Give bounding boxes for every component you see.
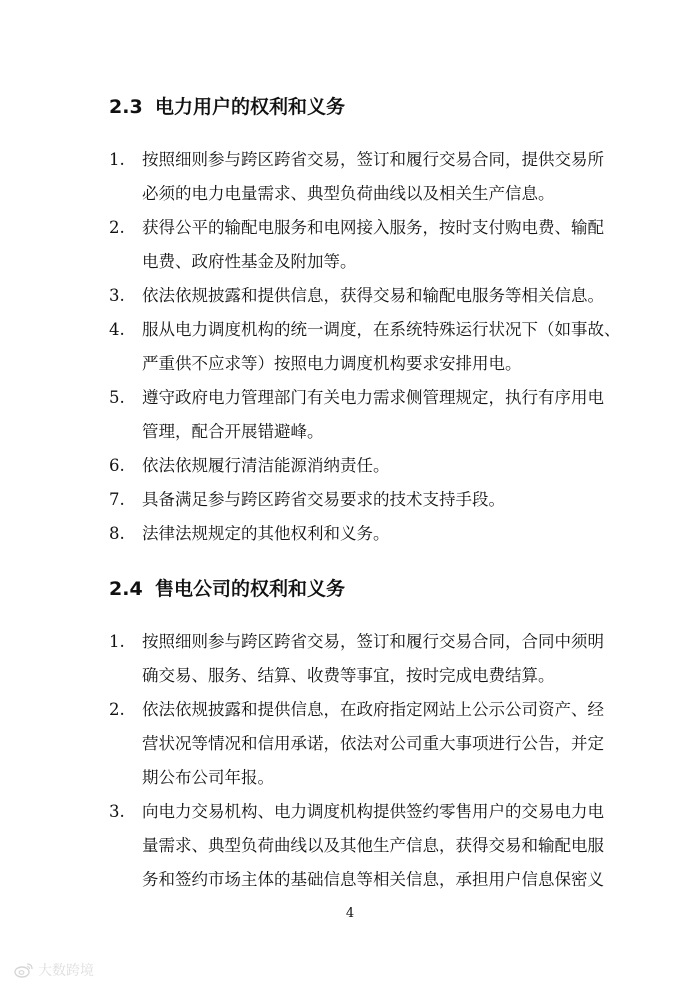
list-item	[109, 211, 604, 279]
list-item	[109, 449, 599, 483]
list-item	[109, 313, 621, 381]
item-text-line: 务和签约市场主体的基础信息等相关信息，承担用户信息保密义	[142, 870, 604, 889]
list-item	[109, 483, 599, 517]
page-number: 4	[345, 906, 355, 921]
item-text-line: 必须的电力电量需求、典型负荷曲线以及相关生产信息。	[142, 184, 555, 203]
list-marker: 7.	[109, 490, 125, 509]
section-number: 2.3	[109, 96, 143, 118]
list-item	[109, 279, 604, 313]
item-text-line: 向电力交易机构、电力调度机构提供签约零售用户的交易电力电	[142, 802, 604, 821]
list-marker: 1.	[109, 632, 125, 651]
list-item	[109, 517, 599, 551]
item-text-line: 管理，配合开展错避峰。	[142, 422, 324, 441]
list-marker: 3.	[109, 286, 125, 305]
watermark-text: 大数跨境	[38, 963, 94, 979]
watermark	[14, 960, 94, 980]
list-item	[109, 625, 604, 693]
list-marker: 6.	[109, 456, 125, 475]
list-marker: 4.	[109, 320, 125, 339]
list-marker: 8.	[109, 524, 125, 543]
item-text-line: 严重供不应求等）按照电力调度机构要求安排用电。	[142, 354, 522, 373]
item-text-line: 期公布公司年报。	[142, 768, 274, 787]
item-text-line: 量需求、典型负荷曲线以及其他生产信息，获得交易和输配电服	[142, 836, 604, 855]
list-item	[109, 143, 604, 211]
item-text-line: 确交易、服务、结算、收费等事宜，按时完成电费结算。	[142, 666, 555, 685]
list-item	[109, 795, 604, 897]
item-text-line: 按照细则参与跨区跨省交易，签订和履行交易合同，合同中须明	[142, 632, 604, 651]
list-item	[109, 693, 604, 795]
item-text-line: 法律法规规定的其他权利和义务。	[142, 524, 390, 543]
item-text-line: 具备满足参与跨区跨省交易要求的技术支持手段。	[142, 490, 505, 509]
weibo-logo-icon	[14, 962, 34, 978]
item-text-line: 营状况等情况和信用承诺，依法对公司重大事项进行公告，并定	[142, 734, 604, 753]
item-text-line: 依法依规履行清洁能源消纳责任。	[142, 456, 390, 475]
item-text-line: 服从电力调度机构的统一调度，在系统特殊运行状况下（如事故、	[142, 320, 621, 339]
item-text-line: 遵守政府电力管理部门有关电力需求侧管理规定，执行有序用电	[142, 388, 604, 407]
list-marker: 1.	[109, 150, 125, 169]
section-title: 电力用户的权利和义务	[155, 96, 346, 118]
section-title: 售电公司的权利和义务	[155, 578, 346, 600]
list-marker: 2.	[109, 218, 125, 237]
item-text-line: 依法依规披露和提供信息，获得交易和输配电服务等相关信息。	[142, 286, 604, 305]
list-marker: 2.	[109, 700, 125, 719]
item-text-line: 按照细则参与跨区跨省交易，签订和履行交易合同，提供交易所	[142, 150, 604, 169]
list-marker: 3.	[109, 802, 125, 821]
section-number: 2.4	[109, 578, 143, 600]
section-heading-2-4	[109, 577, 345, 601]
list-item	[109, 381, 604, 449]
list-marker: 5.	[109, 388, 125, 407]
section-heading-2-3	[109, 95, 345, 119]
item-text-line: 获得公平的输配电服务和电网接入服务，按时支付购电费、输配	[142, 218, 604, 237]
item-text-line: 依法依规披露和提供信息，在政府指定网站上公示公司资产、经	[142, 700, 604, 719]
item-text-line: 电费、政府性基金及附加等。	[142, 252, 357, 271]
